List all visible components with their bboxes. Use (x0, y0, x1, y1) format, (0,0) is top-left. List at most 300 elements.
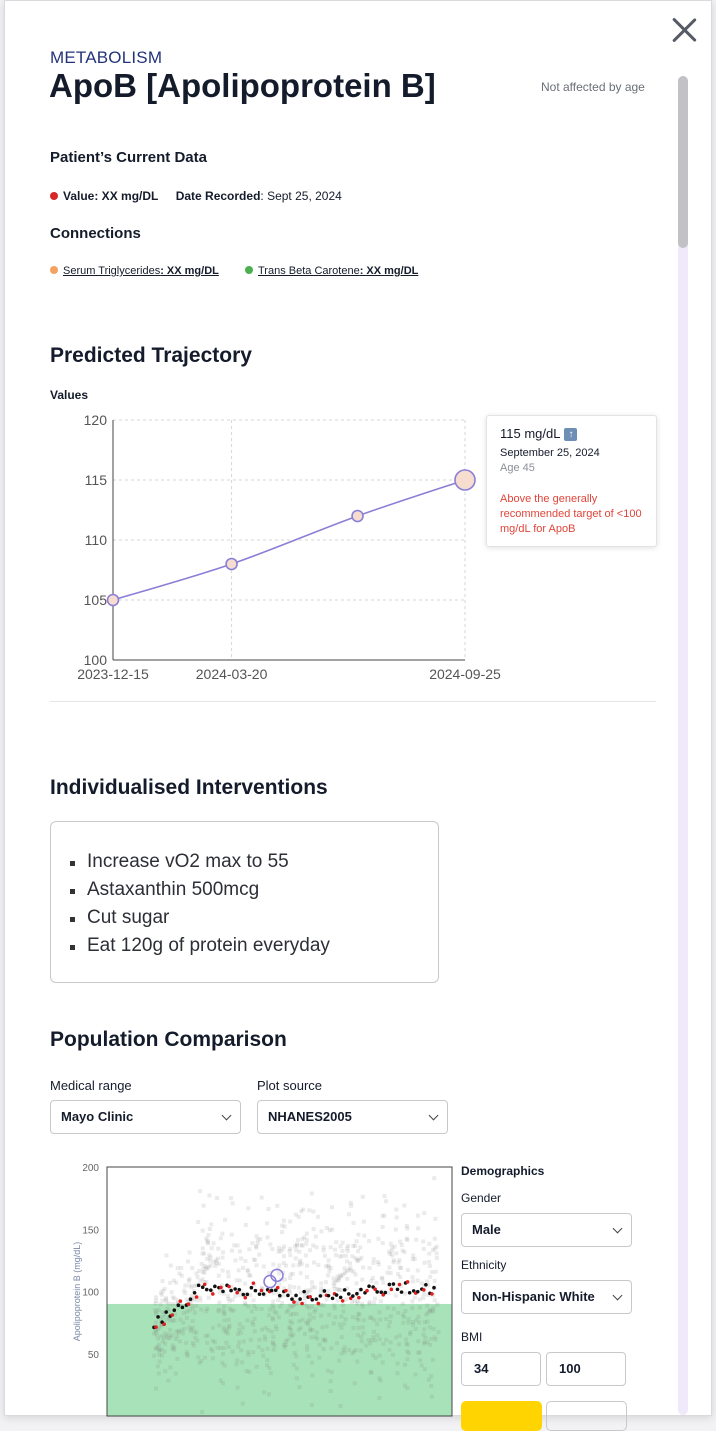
population-point (376, 1237, 380, 1241)
population-point (241, 1326, 245, 1330)
population-point (215, 1261, 219, 1265)
population-point (429, 1374, 433, 1378)
population-point (286, 1308, 290, 1312)
median-point (416, 1290, 420, 1294)
population-point (297, 1250, 301, 1254)
population-point (422, 1292, 426, 1296)
population-point (295, 1367, 299, 1371)
population-point (288, 1332, 292, 1336)
population-point (195, 1339, 199, 1343)
patient-group-point (195, 1295, 199, 1299)
population-point (396, 1311, 400, 1315)
population-point (349, 1201, 353, 1205)
population-point (236, 1345, 240, 1349)
chevron-down-icon (222, 1111, 232, 1121)
population-point (322, 1347, 326, 1351)
population-point (373, 1297, 377, 1301)
data-point (455, 470, 475, 490)
population-point (372, 1301, 376, 1305)
population-point (429, 1337, 433, 1341)
median-point (177, 1303, 181, 1307)
population-point (263, 1338, 267, 1342)
population-point (179, 1266, 183, 1270)
population-point (160, 1279, 164, 1283)
population-point (174, 1372, 178, 1376)
population-point (319, 1229, 323, 1233)
bmi-label: BMI (461, 1330, 483, 1344)
patient-group-point (422, 1288, 426, 1292)
population-point (360, 1278, 364, 1282)
population-point (405, 1357, 409, 1361)
population-point (359, 1349, 363, 1353)
ethnicity-select[interactable] (461, 1280, 632, 1314)
population-point (225, 1327, 229, 1331)
population-point (267, 1392, 271, 1396)
population-point (288, 1284, 292, 1288)
population-point (351, 1315, 355, 1319)
population-point (269, 1371, 273, 1375)
medical-range-select[interactable] (50, 1100, 241, 1134)
close-icon[interactable] (669, 15, 699, 45)
gender-value: Male (472, 1222, 501, 1237)
population-point (360, 1302, 364, 1306)
median-point (250, 1286, 254, 1290)
population-point (403, 1363, 407, 1367)
population-point (389, 1271, 393, 1275)
population-point (410, 1275, 414, 1279)
connection-dot-icon (245, 266, 253, 274)
population-point (185, 1316, 189, 1320)
chevron-down-icon (429, 1111, 439, 1121)
population-point (361, 1325, 365, 1329)
population-point (301, 1208, 305, 1212)
population-point (196, 1220, 200, 1224)
population-point (417, 1320, 421, 1324)
population-point (430, 1270, 434, 1274)
median-point (254, 1289, 258, 1293)
population-point (396, 1260, 400, 1264)
patient-group-point (260, 1289, 264, 1293)
population-point (314, 1235, 318, 1239)
population-point (178, 1339, 182, 1343)
median-point (241, 1293, 245, 1297)
median-point (172, 1308, 176, 1312)
population-point (187, 1325, 191, 1329)
population-point (377, 1310, 381, 1314)
population-point (392, 1258, 396, 1262)
population-point (185, 1310, 189, 1314)
population-point (208, 1259, 212, 1263)
median-point (327, 1294, 331, 1298)
population-point (230, 1309, 234, 1313)
population-point (270, 1247, 274, 1251)
population-point (435, 1251, 439, 1255)
population-point (295, 1376, 299, 1380)
data-point (226, 559, 237, 570)
patient-group-point (398, 1283, 402, 1287)
population-point (418, 1351, 422, 1355)
population-point (211, 1356, 215, 1360)
population-point (278, 1304, 282, 1308)
population-point (200, 1251, 204, 1255)
population-point (181, 1331, 185, 1335)
connections-list (50, 265, 418, 277)
population-point (194, 1271, 198, 1275)
median-point (392, 1282, 396, 1286)
population-point (173, 1318, 177, 1322)
population-point (271, 1303, 275, 1307)
population-point (393, 1245, 397, 1249)
population-point (425, 1279, 429, 1283)
population-point (202, 1204, 206, 1208)
median-point (156, 1315, 160, 1319)
population-point (207, 1253, 211, 1257)
population-point (427, 1260, 431, 1264)
population-point (215, 1196, 219, 1200)
population-heading: Population Comparison (50, 1028, 287, 1051)
population-point (384, 1199, 388, 1203)
bmi-max-input[interactable]: 100 (546, 1352, 626, 1386)
population-point (316, 1263, 320, 1267)
population-point (394, 1227, 398, 1231)
population-point (291, 1263, 295, 1267)
category-label: METABOLISM (50, 48, 163, 67)
population-point (352, 1221, 356, 1225)
patient-group-point (211, 1292, 215, 1296)
plot-source-value: NHANES2005 (268, 1109, 352, 1124)
population-point (395, 1361, 399, 1365)
population-point (226, 1270, 230, 1274)
population-point (254, 1263, 258, 1267)
scrollbar-track[interactable] (678, 76, 688, 1415)
median-point (270, 1289, 274, 1293)
population-point (261, 1354, 265, 1358)
population-point (265, 1358, 269, 1362)
population-point (343, 1266, 347, 1270)
population-point (198, 1279, 202, 1283)
population-point (348, 1261, 352, 1265)
population-point (418, 1305, 422, 1309)
reset-button[interactable] (546, 1401, 627, 1431)
y-tick-label: 110 (84, 532, 107, 548)
population-point (237, 1268, 241, 1272)
connection-item[interactable] (50, 265, 219, 277)
population-point (312, 1316, 316, 1320)
population-point (196, 1355, 200, 1359)
population-point (282, 1293, 286, 1297)
population-point (191, 1319, 195, 1323)
plot-source-select[interactable] (257, 1100, 448, 1134)
connection-dot-icon (50, 266, 58, 274)
median-point (359, 1288, 363, 1292)
population-point (326, 1273, 330, 1277)
gender-select[interactable] (461, 1213, 632, 1247)
median-point (294, 1294, 298, 1298)
population-point (209, 1222, 213, 1226)
population-point (310, 1280, 314, 1284)
population-point (280, 1224, 284, 1228)
population-point (260, 1196, 264, 1200)
population-point (305, 1238, 309, 1242)
population-point (203, 1356, 207, 1360)
trajectory-heading: Predicted Trajectory (50, 344, 252, 367)
population-point (406, 1268, 410, 1272)
population-point (211, 1326, 215, 1330)
population-point (251, 1350, 255, 1354)
population-point (398, 1275, 402, 1279)
population-point (433, 1335, 437, 1339)
population-point (294, 1256, 298, 1260)
trajectory-tooltip (486, 415, 657, 547)
bmi-min-input[interactable]: 34 (461, 1352, 541, 1386)
population-point (327, 1258, 331, 1262)
ethnicity-value: Non-Hispanic White (472, 1289, 595, 1304)
up-arrow-icon: ↑ (564, 428, 577, 441)
population-point (293, 1351, 297, 1355)
population-point (420, 1281, 424, 1285)
chevron-down-icon (613, 1224, 623, 1234)
population-point (422, 1211, 426, 1215)
population-point (405, 1227, 409, 1231)
population-point (237, 1340, 241, 1344)
patient-group-point (203, 1283, 207, 1287)
population-point (362, 1318, 366, 1322)
scrollbar-thumb[interactable] (678, 76, 688, 248)
median-point (343, 1288, 347, 1292)
population-point (257, 1345, 261, 1349)
population-point (322, 1245, 326, 1249)
population-point (178, 1318, 182, 1322)
population-point (308, 1327, 312, 1331)
population-point (323, 1254, 327, 1258)
population-point (323, 1339, 327, 1343)
population-point (425, 1304, 429, 1308)
population-point (299, 1291, 303, 1295)
intervention-item: Astaxanthin 500mcg (87, 876, 330, 904)
interventions-box (50, 821, 439, 983)
population-point (325, 1297, 329, 1301)
population-point (338, 1244, 342, 1248)
population-point (381, 1225, 385, 1229)
population-point (231, 1350, 235, 1354)
population-point (330, 1205, 334, 1209)
y-tick-label: 115 (84, 472, 107, 488)
trajectory-chart[interactable] (45, 406, 501, 691)
population-point (326, 1263, 330, 1267)
connection-value: : XX mg/DL (160, 265, 219, 277)
apply-button[interactable] (461, 1401, 542, 1431)
population-point (200, 1410, 204, 1414)
population-point (246, 1206, 250, 1210)
current-data-heading: Patient’s Current Data (50, 149, 207, 166)
population-point (315, 1245, 319, 1249)
population-point (369, 1371, 373, 1375)
population-point (319, 1286, 323, 1290)
population-point (329, 1245, 333, 1249)
population-point (310, 1373, 314, 1377)
population-point (283, 1277, 287, 1281)
age-note: Not affected by age (541, 80, 645, 94)
population-point (377, 1396, 381, 1400)
population-point (258, 1338, 262, 1342)
median-point (189, 1297, 193, 1301)
connection-name[interactable]: Trans Beta Carotene (258, 265, 360, 277)
population-point (188, 1277, 192, 1281)
population-point (241, 1402, 245, 1406)
population-point (431, 1327, 435, 1331)
population-point (423, 1336, 427, 1340)
section-divider (50, 701, 656, 702)
population-point (160, 1293, 164, 1297)
patient-group-point (300, 1302, 304, 1306)
population-point (198, 1189, 202, 1193)
patient-group-point (187, 1302, 191, 1306)
population-point (154, 1299, 158, 1303)
population-point (297, 1385, 301, 1389)
median-point (347, 1292, 351, 1296)
population-point (373, 1318, 377, 1322)
population-point (186, 1259, 190, 1263)
population-point (222, 1312, 226, 1316)
population-point (193, 1311, 197, 1315)
population-point (168, 1328, 172, 1332)
patient-group-point (308, 1295, 312, 1299)
median-point (205, 1288, 209, 1292)
population-point (272, 1348, 276, 1352)
population-point (277, 1263, 281, 1267)
population-point (311, 1244, 315, 1248)
population-point (160, 1347, 164, 1351)
population-point (163, 1369, 167, 1373)
population-point (250, 1309, 254, 1313)
population-point (192, 1330, 196, 1334)
population-point (201, 1229, 205, 1233)
population-point (255, 1365, 259, 1369)
population-point (334, 1253, 338, 1257)
population-point (227, 1324, 231, 1328)
population-point (160, 1353, 164, 1357)
population-point (312, 1261, 316, 1265)
population-point (362, 1234, 366, 1238)
median-point (237, 1288, 241, 1292)
population-point (391, 1353, 395, 1357)
population-point (428, 1325, 432, 1329)
population-point (357, 1326, 361, 1330)
median-point (351, 1294, 355, 1298)
population-point (313, 1310, 317, 1314)
population-point (220, 1361, 224, 1365)
connection-name[interactable]: Serum Triglycerides (63, 265, 161, 277)
population-point (329, 1346, 333, 1350)
population-point (288, 1253, 292, 1257)
population-point (206, 1241, 210, 1245)
population-point (356, 1249, 360, 1253)
population-point (368, 1341, 372, 1345)
population-point (392, 1307, 396, 1311)
population-point (238, 1279, 242, 1283)
population-point (416, 1278, 420, 1282)
population-point (217, 1274, 221, 1278)
population-point (374, 1281, 378, 1285)
population-point (313, 1286, 317, 1290)
population-point (262, 1265, 266, 1269)
x-tick-label: 2024-09-25 (429, 666, 501, 682)
population-point (427, 1378, 431, 1382)
population-point (397, 1342, 401, 1346)
population-point (303, 1332, 307, 1336)
population-point (398, 1240, 402, 1244)
population-point (404, 1337, 408, 1341)
population-point (185, 1350, 189, 1354)
population-point (315, 1330, 319, 1334)
population-point (190, 1266, 194, 1270)
population-point (352, 1326, 356, 1330)
population-point (292, 1285, 296, 1289)
population-point (242, 1339, 246, 1343)
population-point (282, 1244, 286, 1248)
population-point (271, 1262, 275, 1266)
population-point (222, 1304, 226, 1308)
population-point (309, 1288, 313, 1292)
population-point (326, 1289, 330, 1293)
population-point (279, 1249, 283, 1253)
population-point (240, 1360, 244, 1364)
population-point (282, 1261, 286, 1265)
population-point (227, 1274, 231, 1278)
population-point (199, 1308, 203, 1312)
population-point (288, 1326, 292, 1330)
population-point (433, 1279, 437, 1283)
population-point (367, 1239, 371, 1243)
population-point (413, 1372, 417, 1376)
population-point (154, 1320, 158, 1324)
population-point (159, 1302, 163, 1306)
population-point (416, 1315, 420, 1319)
population-point (418, 1297, 422, 1301)
population-point (355, 1360, 359, 1364)
population-point (340, 1249, 344, 1253)
population-scatter-chart[interactable] (60, 1156, 453, 1416)
median-point (197, 1284, 201, 1288)
population-point (196, 1275, 200, 1279)
population-point (223, 1318, 227, 1322)
population-point (235, 1362, 239, 1366)
population-point (410, 1299, 414, 1303)
population-point (194, 1304, 198, 1308)
population-point (377, 1262, 381, 1266)
population-point (433, 1298, 437, 1302)
population-point (154, 1387, 158, 1391)
connection-item[interactable] (245, 265, 418, 277)
median-point (181, 1306, 185, 1310)
population-point (313, 1335, 317, 1339)
population-point (361, 1195, 365, 1199)
population-point (204, 1237, 208, 1241)
population-point (329, 1389, 333, 1393)
population-point (386, 1306, 390, 1310)
population-point (380, 1214, 384, 1218)
population-point (356, 1299, 360, 1303)
median-point (384, 1291, 388, 1295)
population-point (226, 1332, 230, 1336)
population-point (212, 1241, 216, 1245)
population-point (300, 1262, 304, 1266)
population-point (321, 1325, 325, 1329)
population-point (157, 1343, 161, 1347)
population-point (304, 1242, 308, 1246)
patient-group-point (227, 1285, 231, 1289)
patient-group-point (406, 1280, 410, 1284)
